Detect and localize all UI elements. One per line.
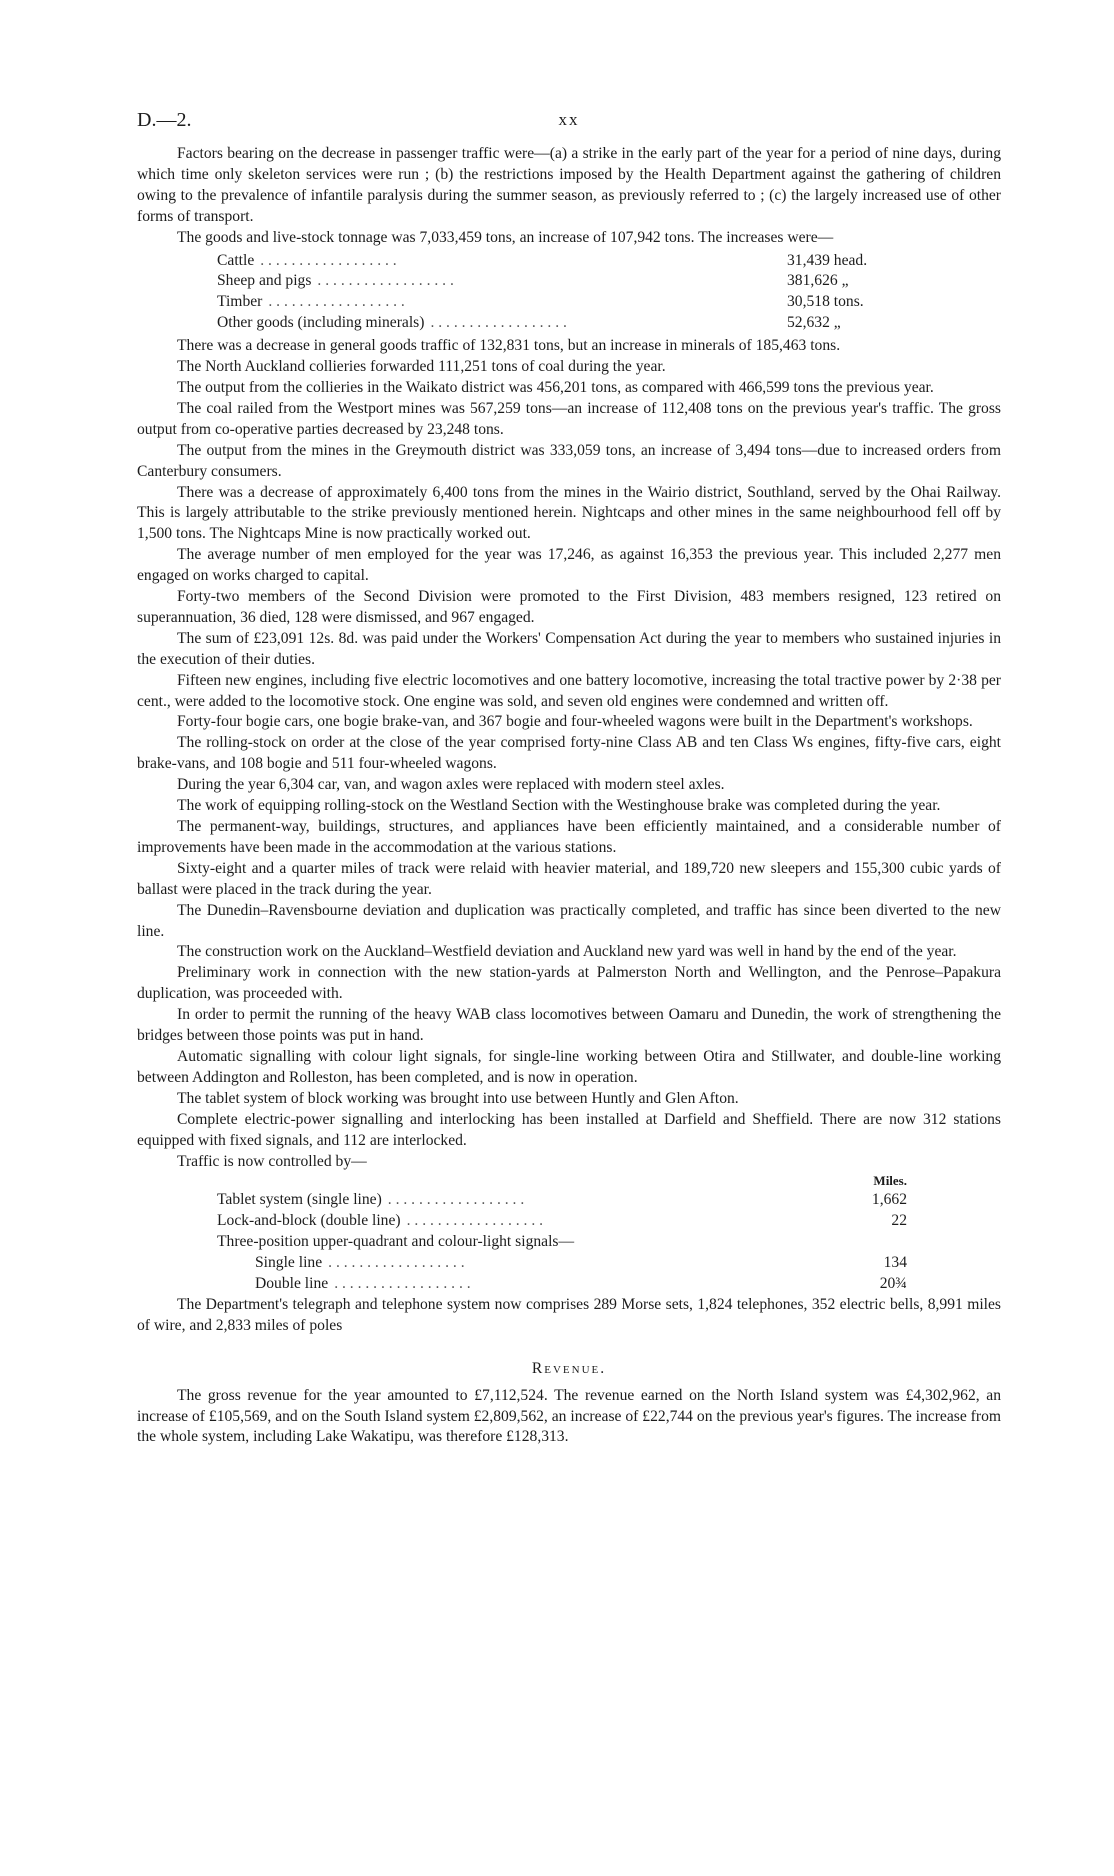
- document-page: [137, 110, 1001, 1448]
- paragraph: The Department's telegraph and telephone system now comprises 289 Morse sets, 1,824 telephones, 352 electric bells, 8,991 miles of wire, and 2,833 miles of poles: [137, 1295, 1001, 1334]
- table-subheading: Three-position upper-quadrant and colour-light signals—: [217, 1233, 575, 1251]
- paragraph: There was a decrease in general goods traffic of 132,831 tons, but an increase in minerals of 185,463 tons.: [177, 337, 841, 355]
- document-reference: D.—2.: [137, 109, 192, 131]
- section-heading: Revenue.: [531, 1359, 607, 1377]
- list-item: Timber . . . . . . . . . . . . . . . . . . 30,518 tons.: [217, 293, 864, 311]
- miles-column-header: Miles.: [873, 1173, 907, 1189]
- paragraph: Fifteen new engines, including five electric locomotives and one battery locomotive, increasing the total tractive power by 2·38 per cent., were added to the locomotive stock. One engine was sold, and seven old engines were condemned and written off.: [137, 671, 1001, 710]
- paragraph: Complete electric-power signalling and interlocking has been installed at Darfield and Sheffield. There are now 312 stations equipped with fixed signals, and 112 are interlocked.: [137, 1110, 1001, 1149]
- page-header: [137, 110, 1001, 144]
- paragraph: The output from the mines in the Greymouth district was 333,059 tons, an increase of 3,494 tons—due to increased orders from Canterbury consumers.: [137, 441, 1001, 480]
- table-row: Single line . . . . . . . . . . . . . . . . . . 134: [255, 1254, 907, 1272]
- paragraph: Sixty-eight and a quarter miles of track were relaid with heavier material, and 189,720 new sleepers and 155,300 cubic yards of ballast were placed in the track during the year.: [137, 859, 1001, 898]
- paragraph: The tablet system of block working was brought into use between Huntly and Glen Afton.: [177, 1089, 739, 1107]
- paragraph: The gross revenue for the year amounted to £7,112,524. The revenue earned on the North Island system was £4,302,962, an increase of £105,569, and on the South Island system £2,809,562, an increase of £22,744 on the previous year's figures. The increase from the whole system, including Lake Wakatipu, was therefore £128,313.: [137, 1386, 1001, 1446]
- paragraph: The construction work on the Auckland–Westfield deviation and Auckland new yard was well in hand by the end of the year.: [177, 943, 957, 961]
- increases-list: [217, 251, 907, 335]
- paragraph: The work of equipping rolling-stock on the Westland Section with the Westinghouse brake was completed during the year.: [177, 797, 941, 815]
- paragraph: The Dunedin–Ravensbourne deviation and duplication was practically completed, and traffic has since been diverted to the new line.: [137, 901, 1001, 940]
- paragraph: The average number of men employed for the year was 17,246, as against 16,353 the previous year. This included 2,277 men engaged on works charged to capital.: [137, 546, 1001, 585]
- paragraph: The permanent-way, buildings, structures, and appliances have been efficiently maintained, and a considerable number of improvements have been made in the accommodation at the various stations.: [137, 818, 1001, 856]
- paragraph: The goods and live-stock tonnage was 7,033,459 tons, an increase of 107,942 tons. The increases were—: [177, 228, 834, 246]
- list-item: Sheep and pigs . . . . . . . . . . . . . . . . . . 381,626 „: [217, 272, 849, 290]
- paragraph: There was a decrease of approximately 6,400 tons from the mines in the Wairio district, Southland, served by the Ohai Railway. This is largely attributable to the strike previously mentioned herein. Nightcaps and other mines in the same neighbourhood fell off by 1,500 tons. The Nightcaps Mine is now practically worked out.: [137, 483, 1001, 543]
- paragraph: Automatic signalling with colour light signals, for single-line working between Otira and Stillwater, and double-line working between Addington and Rolleston, has been completed, and is now in operation.: [137, 1047, 1001, 1086]
- paragraph: Factors bearing on the decrease in passenger traffic were—(a) a strike in the early part of the year for a period of nine days, during which time only skeleton services were run ; (b) the restrictions imposed by the Health Department against the gathering of children owing to the prevalence of infantile paralysis during the summer season, as previously referred to ; (c) the largely increased use of other forms of transport.: [137, 145, 1001, 225]
- table-row: Lock-and-block (double line) . . . . . . . . . . . . . . . . . . 22: [217, 1212, 907, 1230]
- paragraph: The sum of £23,091 12s. 8d. was paid under the Workers' Compensation Act during the year to members who sustained injuries in the execution of their duties.: [137, 629, 1001, 668]
- list-item: Cattle . . . . . . . . . . . . . . . . . . 31,439 head.: [217, 251, 868, 269]
- paragraph: The coal railed from the Westport mines was 567,259 tons—an increase of 112,408 tons on the previous year's traffic. The gross output from co-operative parties decreased by 23,248 tons.: [137, 399, 1001, 438]
- paragraph: The output from the collieries in the Waikato district was 456,201 tons, as compared with 466,599 tons the previous year.: [177, 378, 934, 396]
- list-item: Other goods (including minerals) . . . . . . . . . . . . . . . . . . 52,632 „: [217, 314, 841, 332]
- paragraph: Forty-two members of the Second Division were promoted to the First Division, 483 members resigned, 123 retired on superannuation, 36 died, 128 were dismissed, and 967 engaged.: [137, 588, 1001, 626]
- paragraph: The North Auckland collieries forwarded 111,251 tons of coal during the year.: [177, 358, 666, 376]
- table-row: Double line . . . . . . . . . . . . . . . . . . 20¾: [255, 1275, 907, 1293]
- page-number: xx: [558, 110, 580, 129]
- paragraph: Preliminary work in connection with the new station-yards at Palmerston North and Wellington, and the Penrose–Papakura duplication, was proceeded with.: [137, 964, 1001, 1003]
- traffic-control-table: [217, 1190, 907, 1295]
- table-row: Tablet system (single line) . . . . . . . . . . . . . . . . . . 1,662: [217, 1191, 907, 1209]
- paragraph: In order to permit the running of the heavy WAB class locomotives between Oamaru and Dunedin, the work of strengthening the bridges between those points was put in hand.: [137, 1006, 1001, 1045]
- paragraph: The rolling-stock on order at the close of the year comprised forty-nine Class AB and ten Class Ws engines, fifty-five cars, eight brake-vans, and 108 bogie and 511 four-wheeled wagons.: [137, 734, 1001, 773]
- paragraph: Traffic is now controlled by—: [177, 1152, 367, 1170]
- paragraph: Forty-four bogie cars, one bogie brake-van, and 367 bogie and four-wheeled wagons were built in the Department's workshops.: [177, 713, 973, 731]
- paragraph: During the year 6,304 car, van, and wagon axles were replaced with modern steel axles.: [177, 776, 725, 794]
